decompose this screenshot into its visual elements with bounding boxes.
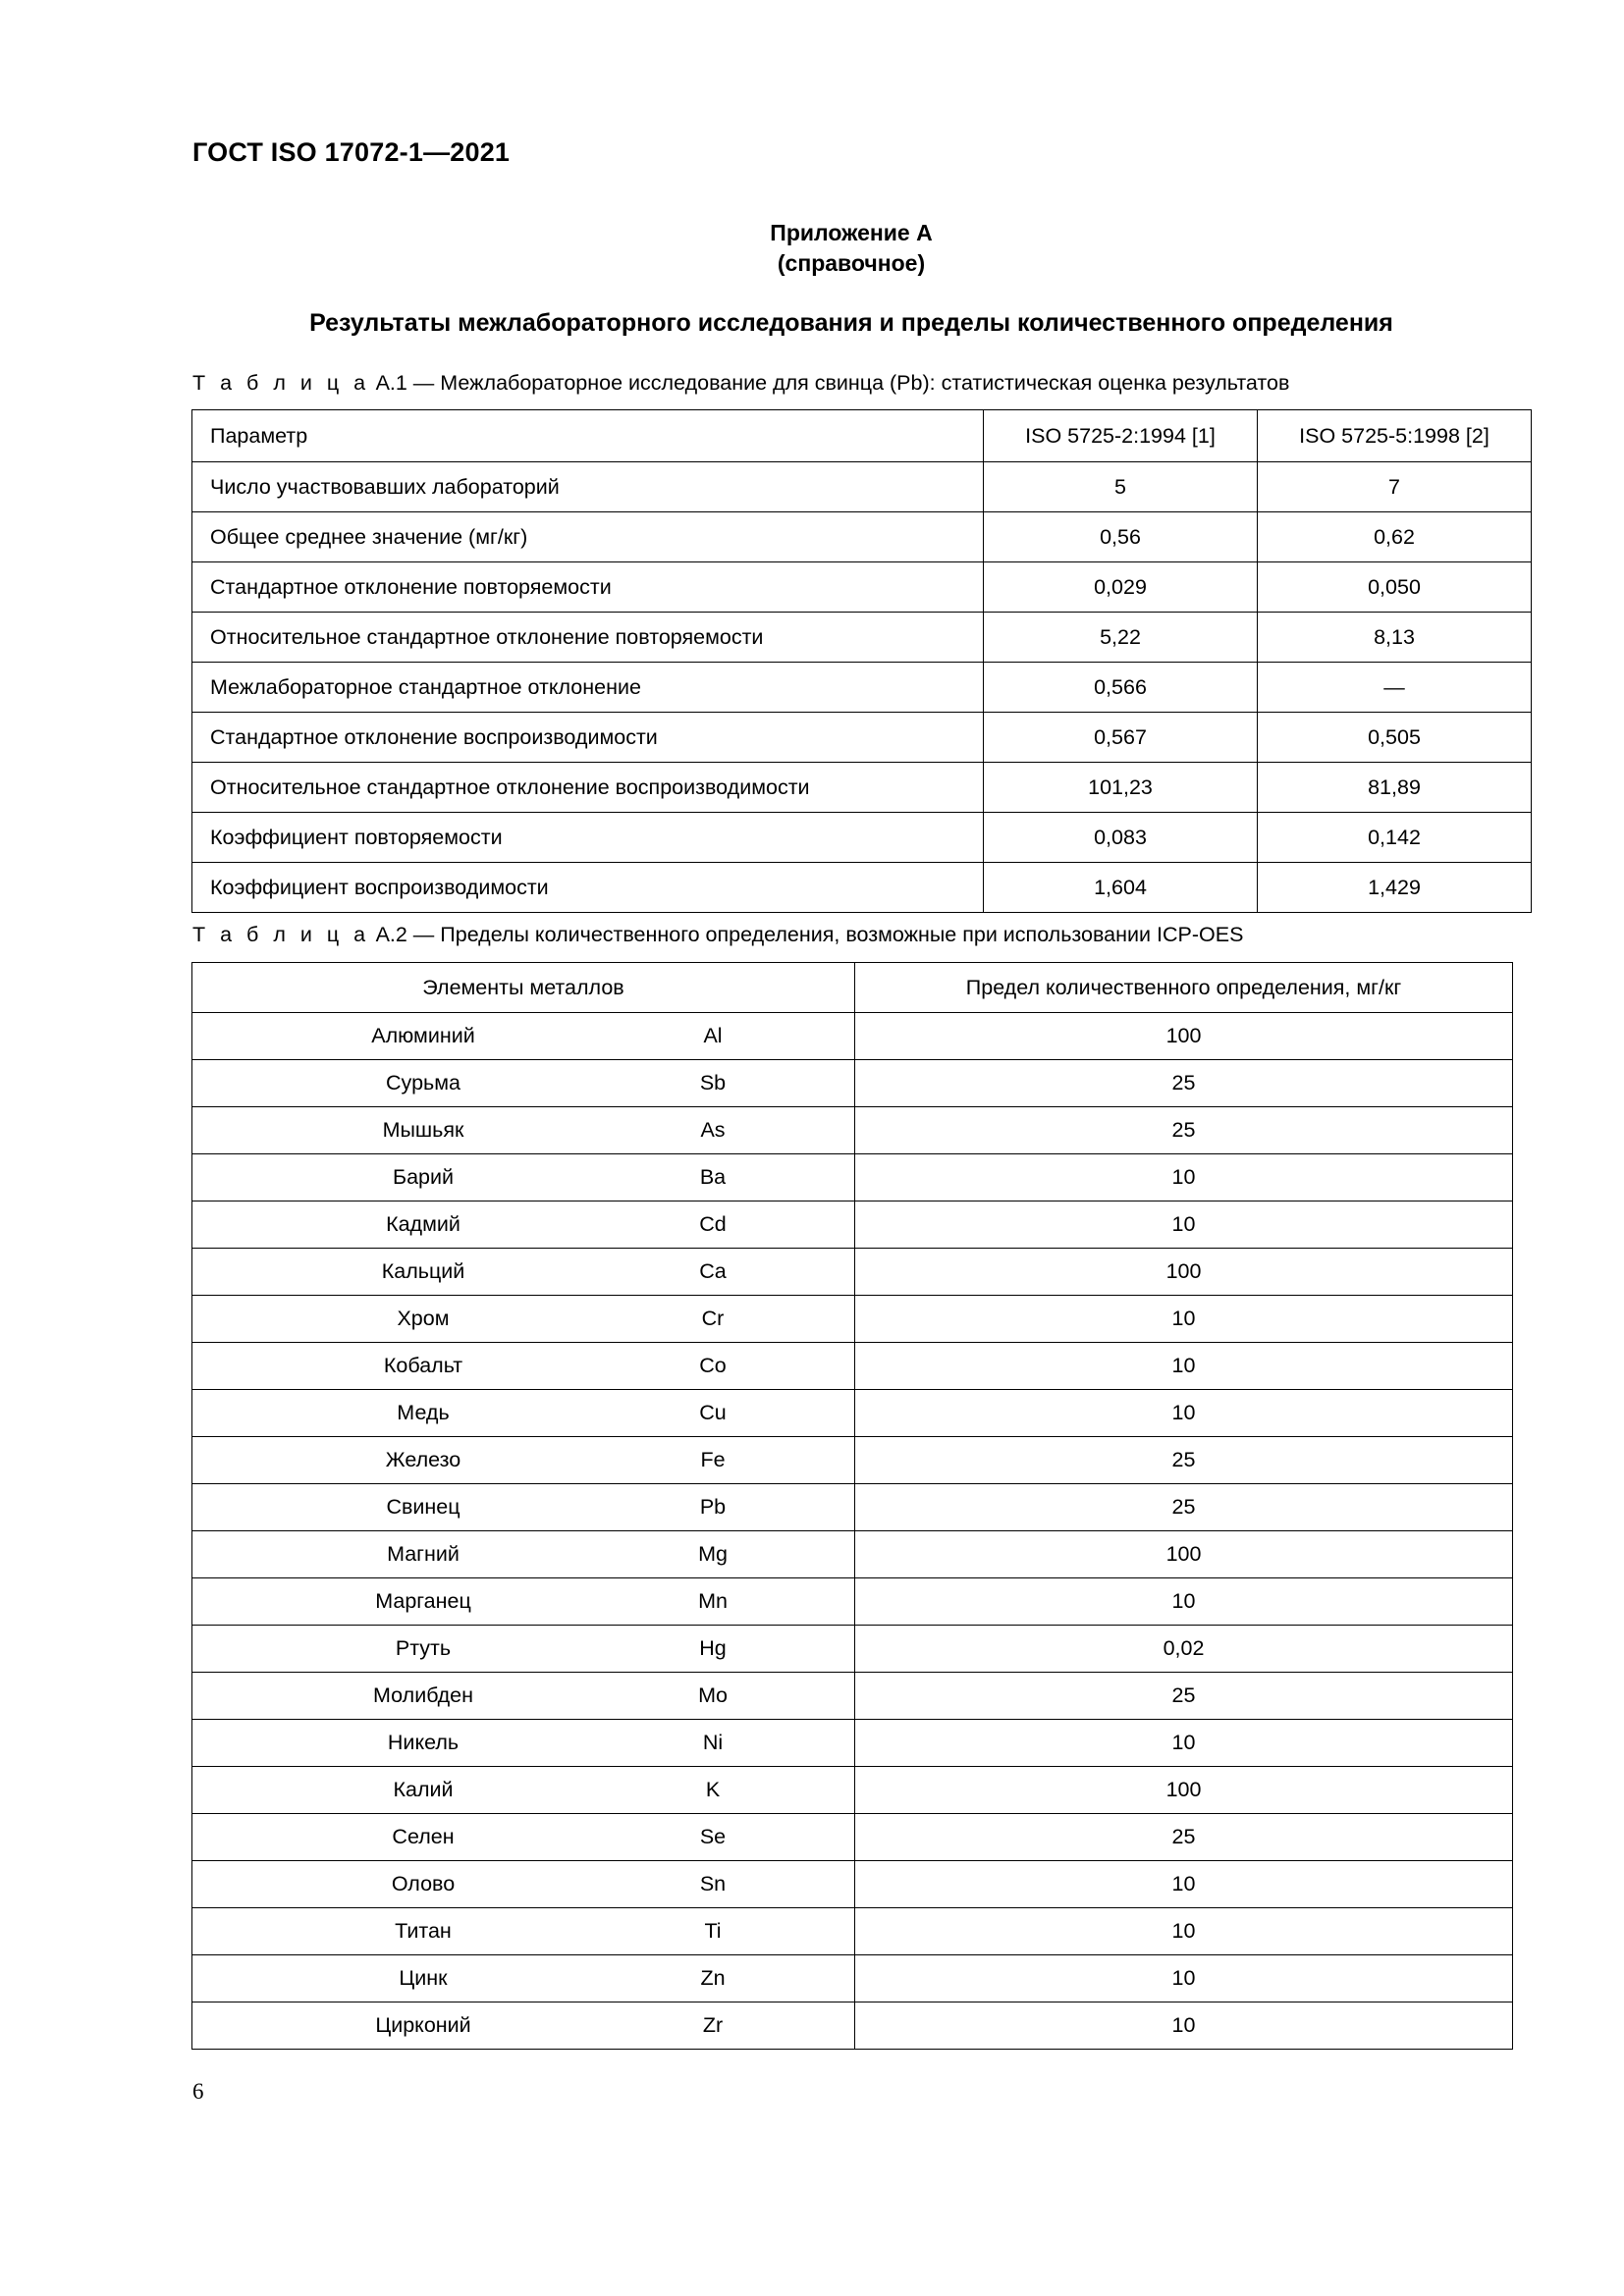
table-a2-caption: [192, 923, 1243, 947]
element-symbol: Sb: [699, 1071, 727, 1095]
table-a2-cell-limit: 25: [855, 1107, 1513, 1154]
annex-status: (справочное): [777, 250, 926, 276]
table-a1-cell-param: Коэффициент повторяемости: [192, 813, 984, 863]
table-a2-cell-element: [192, 2002, 855, 2050]
table-row: [192, 1908, 1513, 1955]
table-a2-cell-limit: 25: [855, 1814, 1513, 1861]
element-name: Хром: [397, 1307, 450, 1330]
table-row: [192, 1814, 1513, 1861]
table-a2-cell-element: [192, 1531, 855, 1578]
table-a2-cell-element: [192, 1484, 855, 1531]
element-name: Кальций: [381, 1259, 465, 1283]
table-a1-cell-value-1: 0,083: [984, 813, 1258, 863]
table-row: [192, 713, 1532, 763]
table-a2-cell-element: [192, 1296, 855, 1343]
table-a1-header-iso-5725-2: ISO 5725-2:1994 [1]: [984, 410, 1258, 462]
table-row: [192, 1720, 1513, 1767]
element-name: Селен: [392, 1825, 455, 1848]
table-row: [192, 1343, 1513, 1390]
element-symbol: Al: [703, 1024, 723, 1047]
element-symbol: Mn: [698, 1589, 728, 1613]
element-symbol: Ni: [702, 1731, 724, 1754]
table-a1-cell-param: Межлабораторное стандартное отклонение: [192, 663, 984, 713]
element-symbol: Sn: [699, 1872, 727, 1896]
element-name: Ртуть: [395, 1636, 452, 1660]
table-a2-cell-element: [192, 1437, 855, 1484]
element-name: Калий: [393, 1778, 454, 1801]
element-name: Молибден: [373, 1683, 473, 1707]
annex-heading-block: [192, 218, 1510, 279]
table-a2-header-elements: Элементы металлов: [192, 963, 855, 1013]
table-a2-cell-element: [192, 1814, 855, 1861]
table-row: [192, 1673, 1513, 1720]
table-row: [192, 813, 1532, 863]
table-a2-header-row: [192, 963, 1513, 1013]
table-a2-cell-limit: 10: [855, 1201, 1513, 1249]
table-a2-cell-limit: 10: [855, 1343, 1513, 1390]
table-a2-cell-limit: 10: [855, 1154, 1513, 1201]
element-name: Цирконий: [375, 2013, 471, 2037]
table-row: [192, 1060, 1513, 1107]
table-a1-cell-value-1: 0,567: [984, 713, 1258, 763]
table-a1-cell-value-2: 0,505: [1258, 713, 1532, 763]
table-a2-cell-limit: 10: [855, 1390, 1513, 1437]
element-name: Свинец: [386, 1495, 460, 1519]
element-name: Титан: [395, 1919, 452, 1943]
element-symbol: Mg: [698, 1542, 728, 1566]
table-row: [192, 1955, 1513, 2002]
table-a2-caption-text: А.2 — Пределы количественного определения, возможные при использовании ICP-OES: [375, 923, 1244, 946]
element-name: Олово: [391, 1872, 456, 1896]
table-a1-header-row: [192, 410, 1532, 462]
element-symbol: Hg: [699, 1636, 727, 1660]
table-a1-header-iso-5725-5: ISO 5725-5:1998 [2]: [1258, 410, 1532, 462]
table-a2-cell-element: [192, 1767, 855, 1814]
element-symbol: Cd: [699, 1212, 727, 1236]
table-a2-cell-element: [192, 1249, 855, 1296]
element-symbol: Pb: [699, 1495, 727, 1519]
table-a1-cell-param: Число участвовавших лабораторий: [192, 462, 984, 512]
table-a2-cell-limit: 100: [855, 1767, 1513, 1814]
table-a1-cell-value-1: 101,23: [984, 763, 1258, 813]
element-symbol: Ca: [699, 1259, 727, 1283]
table-a1-caption: [192, 371, 1289, 396]
table-a1-cell-value-1: 0,56: [984, 512, 1258, 562]
table-row: [192, 1437, 1513, 1484]
table-a2-cell-limit: 25: [855, 1060, 1513, 1107]
table-a1-cell-value-2: 1,429: [1258, 863, 1532, 913]
table-a2-cell-limit: 10: [855, 1861, 1513, 1908]
table-a2-cell-element: [192, 1013, 855, 1060]
table-a1-cell-value-2: —: [1258, 663, 1532, 713]
table-a1-cell-value-2: 0,142: [1258, 813, 1532, 863]
element-name: Барий: [392, 1165, 455, 1189]
element-symbol: Ti: [704, 1919, 722, 1943]
table-a1-cell-param: Общее среднее значение (мг/кг): [192, 512, 984, 562]
annex-title: Результаты межлабораторного исследования и пределы количественного определения: [309, 309, 1393, 337]
element-name: Мышьяк: [382, 1118, 464, 1142]
element-name: Цинк: [399, 1966, 448, 1990]
element-symbol: K: [705, 1778, 721, 1801]
table-a1-cell-param: Коэффициент воспроизводимости: [192, 863, 984, 913]
table-a1-caption-word: Т а б л и ц а: [192, 371, 370, 395]
table-a2-cell-element: [192, 1955, 855, 2002]
table-a1-cell-value-2: 81,89: [1258, 763, 1532, 813]
table-a2-cell-element: [192, 1861, 855, 1908]
table-a2-cell-limit: 10: [855, 1578, 1513, 1626]
table-row: [192, 1013, 1513, 1060]
table-row: [192, 1249, 1513, 1296]
element-name: Железо: [385, 1448, 461, 1471]
table-row: [192, 562, 1532, 613]
table-row: [192, 1767, 1513, 1814]
table-a1-cell-value-2: 0,050: [1258, 562, 1532, 613]
table-a2-cell-limit: 0,02: [855, 1626, 1513, 1673]
element-name: Никель: [387, 1731, 460, 1754]
element-symbol: Co: [699, 1354, 727, 1377]
table-row: [192, 2002, 1513, 2050]
table-a2-cell-limit: 10: [855, 1908, 1513, 1955]
table-a2-cell-element: [192, 1201, 855, 1249]
table-a2-cell-element: [192, 1673, 855, 1720]
table-a2-header-limit: Предел количественного определения, мг/кг: [855, 963, 1513, 1013]
table-row: [192, 1154, 1513, 1201]
table-a2-cell-limit: 25: [855, 1673, 1513, 1720]
table-row: [192, 663, 1532, 713]
element-symbol: Mo: [698, 1683, 728, 1707]
table-row: [192, 1861, 1513, 1908]
table-a1-cell-value-2: 0,62: [1258, 512, 1532, 562]
element-name: Сурьма: [386, 1071, 460, 1095]
element-name: Марганец: [375, 1589, 471, 1613]
element-name: Кобальт: [383, 1354, 463, 1377]
table-a2-cell-limit: 100: [855, 1249, 1513, 1296]
table-a2-cell-limit: 25: [855, 1437, 1513, 1484]
table-row: [192, 1390, 1513, 1437]
table-a2-cell-limit: 100: [855, 1013, 1513, 1060]
table-a1-cell-value-1: 0,029: [984, 562, 1258, 613]
table-row: [192, 1201, 1513, 1249]
table-a2-caption-word: Т а б л и ц а: [192, 923, 370, 946]
table-row: [192, 1626, 1513, 1673]
table-a1-cell-value-1: 0,566: [984, 663, 1258, 713]
table-a2-cell-element: [192, 1154, 855, 1201]
table-a2-cell-element: [192, 1390, 855, 1437]
table-a2-cell-limit: 10: [855, 2002, 1513, 2050]
table-row: [192, 1531, 1513, 1578]
table-a2-cell-element: [192, 1107, 855, 1154]
table-a2-cell-limit: 10: [855, 1296, 1513, 1343]
table-a1-cell-value-1: 1,604: [984, 863, 1258, 913]
table-a2-cell-element: [192, 1578, 855, 1626]
table-a1-caption-text: А.1 — Межлабораторное исследование для свинца (Pb): статистическая оценка результатов: [375, 371, 1290, 395]
element-symbol: Cr: [701, 1307, 725, 1330]
element-symbol: Ba: [699, 1165, 727, 1189]
table-a1-cell-param: Стандартное отклонение воспроизводимости: [192, 713, 984, 763]
element-name: Магний: [387, 1542, 460, 1566]
table-a1-cell-param: Относительное стандартное отклонение повторяемости: [192, 613, 984, 663]
table-a2-cell-element: [192, 1720, 855, 1767]
table-a2-cell-limit: 25: [855, 1484, 1513, 1531]
interlaboratory-study-table: [191, 409, 1532, 913]
table-a2-cell-element: [192, 1626, 855, 1673]
table-row: [192, 1296, 1513, 1343]
table-row: [192, 1107, 1513, 1154]
table-row: [192, 1484, 1513, 1531]
table-a1-cell-value-2: 7: [1258, 462, 1532, 512]
table-a1-cell-param: Относительное стандартное отклонение воспроизводимости: [192, 763, 984, 813]
table-a2-cell-limit: 100: [855, 1531, 1513, 1578]
table-a1-cell-value-1: 5: [984, 462, 1258, 512]
quantification-limits-table: [191, 962, 1513, 2050]
element-name: Кадмий: [386, 1212, 460, 1236]
annex-label: Приложение А: [770, 220, 933, 245]
table-a1-cell-value-1: 5,22: [984, 613, 1258, 663]
table-a2-cell-element: [192, 1343, 855, 1390]
element-symbol: Cu: [699, 1401, 727, 1424]
table-a2-cell-element: [192, 1908, 855, 1955]
table-a2-cell-limit: 10: [855, 1955, 1513, 2002]
element-symbol: Se: [699, 1825, 727, 1848]
table-row: [192, 1578, 1513, 1626]
element-symbol: Zn: [700, 1966, 726, 1990]
table-row: [192, 512, 1532, 562]
element-name: Медь: [397, 1401, 450, 1424]
table-a1-cell-value-2: 8,13: [1258, 613, 1532, 663]
element-symbol: As: [700, 1118, 726, 1142]
element-symbol: Fe: [700, 1448, 726, 1471]
table-a2-cell-element: [192, 1060, 855, 1107]
table-row: [192, 462, 1532, 512]
table-a1-cell-param: Стандартное отклонение повторяемости: [192, 562, 984, 613]
table-a1-header-parameter: Параметр: [192, 410, 984, 462]
page-number: 6: [192, 2079, 204, 2104]
document-standard-header: ГОСТ ISO 17072-1—2021: [192, 137, 511, 167]
element-name: Алюминий: [371, 1024, 475, 1047]
table-row: [192, 863, 1532, 913]
element-symbol: Zr: [702, 2013, 724, 2037]
table-a2-cell-limit: 10: [855, 1720, 1513, 1767]
table-row: [192, 763, 1532, 813]
table-row: [192, 613, 1532, 663]
